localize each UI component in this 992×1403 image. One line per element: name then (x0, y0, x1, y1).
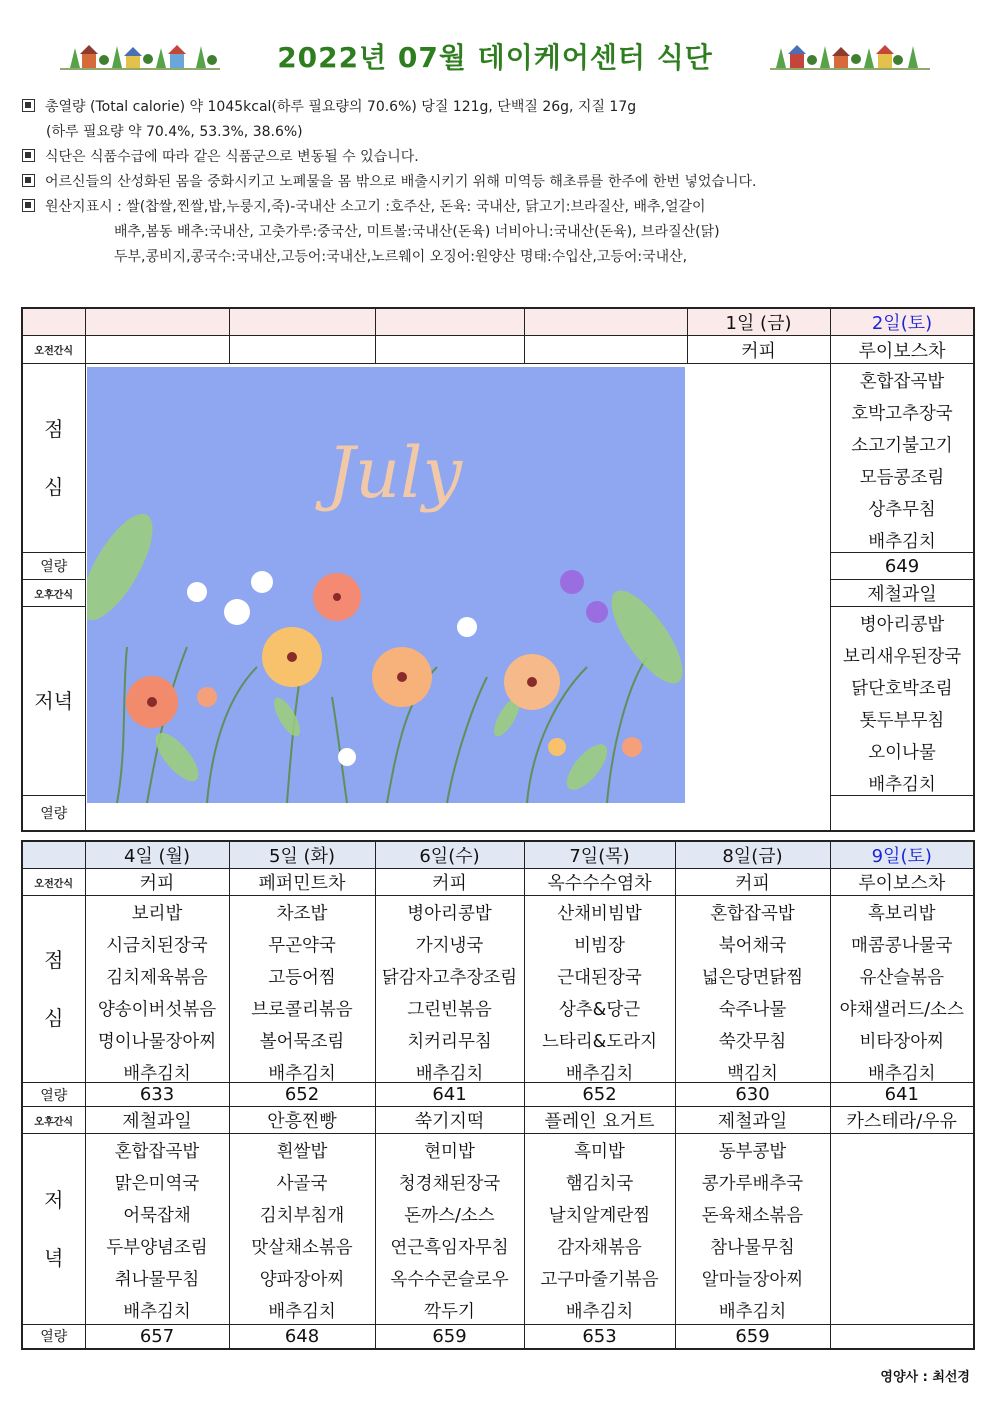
am-snack-cell: 커피 (687, 336, 830, 364)
calorie-cell: 648 (229, 1325, 375, 1349)
pm-snack-cell: 제철과일 (830, 580, 974, 607)
am-snack-row (22, 336, 974, 364)
date-cell: 2일(토) (830, 308, 974, 336)
calorie-cell: 641 (375, 1083, 524, 1107)
calorie-cell: 659 (375, 1325, 524, 1349)
pm-snack-cell: 제철과일 (85, 1107, 229, 1134)
am-snack-cell: 커피 (375, 869, 524, 896)
notes-section (22, 95, 982, 270)
calorie-cell: 653 (524, 1325, 675, 1349)
lunch-cell: 혼합잡곡밥 북어채국 넓은당면닭찜 숙주나물 쑥갓무침 백김치 (675, 896, 830, 1083)
calorie-cell: 659 (675, 1325, 830, 1349)
bullet-icon (22, 99, 35, 112)
row-label: 열량 (22, 796, 85, 831)
page-header (60, 30, 930, 80)
row-label: 열량 (22, 1083, 85, 1107)
dinner-row (22, 1134, 974, 1325)
page-title: 2022년 07월 데이케어센터 식단 (277, 41, 713, 74)
july-illustration (85, 364, 830, 831)
date-cell: 8일(금) (675, 841, 830, 869)
bullet-icon (22, 199, 35, 212)
note-substitution: 식단은 식품수급에 따라 같은 식품군으로 변동될 수 있습니다. (22, 145, 982, 170)
july-script-text: July (326, 432, 462, 514)
date-cell: 4일 (월) (85, 841, 229, 869)
calorie-cell: 657 (85, 1325, 229, 1349)
calorie-cell: 633 (85, 1083, 229, 1107)
dinner-cell: 혼합잡곡밥 맑은미역국 어묵잡채 두부양념조림 취나물무침 배추김치 (85, 1134, 229, 1325)
row-label: 점 심 (22, 364, 85, 553)
lunch-cell: 혼합잡곡밥 호박고추장국 소고기불고기 모듬콩조림 상추무침 배추김치 (830, 364, 974, 553)
calorie-cell: 652 (524, 1083, 675, 1107)
dinner-calorie-row (22, 1325, 974, 1349)
row-label: 저녁 (22, 607, 85, 796)
am-snack-cell: 루이보스차 (830, 869, 974, 896)
note-calorie: 총열량 (Total calorie) 약 1045kcal(하루 필요량의 70.6%) 당질 121g, 단백질 26g, 지질 17g (22, 95, 982, 120)
note-calorie-percent: (하루 필요량 약 70.4%, 53.3%, 38.6%) (46, 124, 303, 140)
dinner-cell: 병아리콩밥 보리새우된장국 닭단호박조림 톳두부무침 오이나물 배추김치 (830, 607, 974, 796)
pm-snack-cell: 쑥기지떡 (375, 1107, 524, 1134)
dietitian-signature: 영양사 : 최선경 (880, 1370, 970, 1385)
bullet-icon (22, 174, 35, 187)
am-snack-cell: 커피 (675, 869, 830, 896)
date-cell: 6일(수) (375, 841, 524, 869)
row-label: 오전간식 (22, 869, 85, 896)
am-snack-cell: 옥수수수염차 (524, 869, 675, 896)
pm-snack-cell: 카스테라/우유 (830, 1107, 974, 1134)
am-snack-cell: 커피 (85, 869, 229, 896)
lunch-row (22, 364, 974, 553)
dinner-cell: 흑미밥 햄김치국 날치알계란찜 감자채볶음 고구마줄기볶음 배추김치 (524, 1134, 675, 1325)
note-seaweed: 어르신들의 산성화된 몸을 중화시키고 노폐물을 몸 밖으로 배출시키기 위해 미역등 해초류를 한주에 한번 넣었습니다. (22, 170, 982, 195)
row-label: 오후간식 (22, 1107, 85, 1134)
note-origin: 원산지표시 : 쌀(찹쌀,찐쌀,밥,누룽지,죽)-국내산 소고기 :호주산, 돈육: 국내산, 닭고기:브라질산, 배추,얼갈이 (22, 195, 982, 220)
note-origin-cont-1: 배추,봄동 배추:국내산, 고춧가루:중국산, 미트볼:국내산(돈육) 너비아니:국내산(돈육), 브라질산(닭) (114, 224, 720, 240)
date-cell: 1일 (금) (687, 308, 830, 336)
lunch-row (22, 896, 974, 1083)
note-origin-cont-2: 두부,콩비지,콩국수:국내산,고등어:국내산,노르웨이 오징어:원양산 명태:수입산,고등어:국내산, (114, 249, 688, 265)
bullet-icon (22, 149, 35, 162)
calorie-cell: 630 (675, 1083, 830, 1107)
row-label: 열량 (22, 553, 85, 580)
date-row (22, 841, 974, 869)
flower-illustration-icon (87, 367, 687, 805)
pm-snack-cell: 플레인 요거트 (524, 1107, 675, 1134)
dinner-cell: 현미밥 청경채된장국 돈까스/소스 연근흑임자무침 옥수수콘슬로우 깍두기 (375, 1134, 524, 1325)
row-label: 오후간식 (22, 580, 85, 607)
lunch-calorie-row (22, 1083, 974, 1107)
am-snack-cell: 페퍼민트차 (229, 869, 375, 896)
lunch-cell: 차조밥 무곤약국 고등어찜 브로콜리볶음 볼어묵조림 배추김치 (229, 896, 375, 1083)
calorie-cell: 649 (830, 553, 974, 580)
row-label: 열량 (22, 1325, 85, 1349)
pm-snack-cell: 안흥찐빵 (229, 1107, 375, 1134)
am-snack-cell: 루이보스차 (830, 336, 974, 364)
lunch-cell: 보리밥 시금치된장국 김치제육볶음 양송이버섯볶음 명이나물장아찌 배추김치 (85, 896, 229, 1083)
dinner-cell: 흰쌀밥 사골국 김치부침개 맛살채소볶음 양파장아찌 배추김치 (229, 1134, 375, 1325)
lunch-cell: 흑보리밥 매콤콩나물국 유산슬볶음 야채샐러드/소스 비타장아찌 배추김치 (830, 896, 974, 1083)
village-decoration-icon (770, 40, 930, 70)
dinner-cell: 동부콩밥 콩가루배추국 돈육채소볶음 참나물무침 알마늘장아찌 배추김치 (675, 1134, 830, 1325)
row-label: 오전간식 (22, 336, 85, 364)
pm-snack-cell: 제철과일 (675, 1107, 830, 1134)
calorie-cell (830, 1325, 974, 1349)
lunch-cell: 산채비빔밥 비빔장 근대된장국 상추&당근 느타리&도라지 배추김치 (524, 896, 675, 1083)
calorie-cell (830, 796, 974, 831)
date-cell: 5일 (화) (229, 841, 375, 869)
menu-table-week2 (21, 840, 975, 1350)
date-cell: 7일(목) (524, 841, 675, 869)
calorie-cell: 641 (830, 1083, 974, 1107)
pm-snack-row (22, 1107, 974, 1134)
row-label: 점 심 (22, 896, 85, 1083)
menu-table-week1 (21, 307, 975, 832)
dinner-cell (830, 1134, 974, 1325)
date-cell: 9일(토) (830, 841, 974, 869)
date-row (22, 308, 974, 336)
row-label: 저 녁 (22, 1134, 85, 1325)
lunch-cell: 병아리콩밥 가지냉국 닭감자고추장조림 그린빈볶음 치커리무침 배추김치 (375, 896, 524, 1083)
calorie-cell: 652 (229, 1083, 375, 1107)
am-snack-row (22, 869, 974, 896)
